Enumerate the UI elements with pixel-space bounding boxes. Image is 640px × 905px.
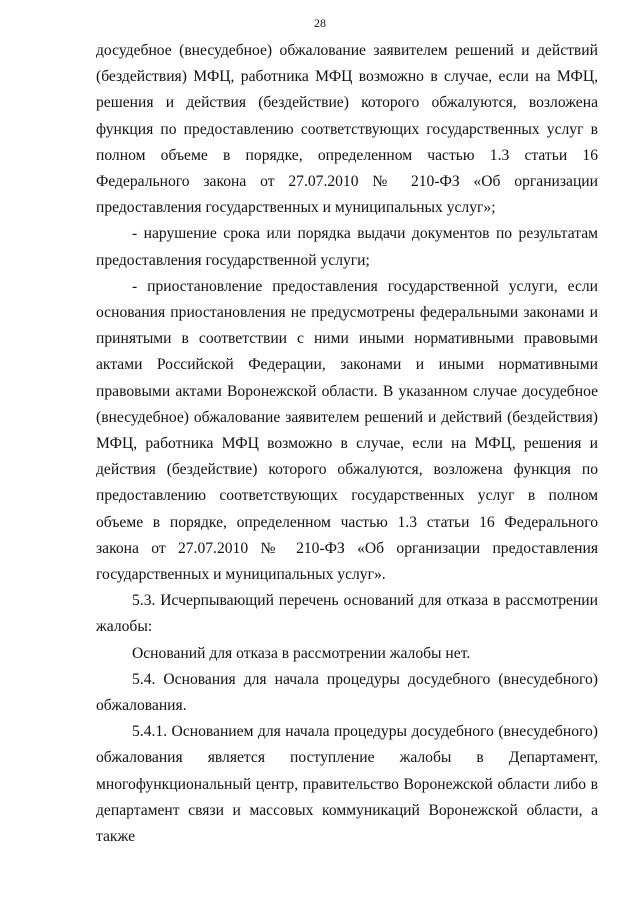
paragraph-no-grounds: Оснований для отказа в рассмотрении жалобы нет. (132, 644, 471, 662)
paragraph-5-3: 5.3. Исчерпывающий перечень оснований для отказа в рассмотрении жалобы: (96, 592, 598, 636)
paragraph-deadline-violation: - нарушение срока или порядка выдачи документов по результатам предоставления государственной услуги; (96, 225, 598, 269)
paragraph-suspension: - приостановление предоставления государственной услуги, если основания приостановления не предусмотрены федеральными законами и принятыми в соответствии с ними иными нормативными правовыми актами Российской Федерации, законами и иными нормативными правовыми актами Воронежской области. В указанном случае досудебное (внесудебное) обжалование заявителем решений и действий (бездействия) МФЦ, работника МФЦ возможно в случае, если на МФЦ, решения и действия (бездействие) которого обжалуются, возложена функция по предоставлению соответствующих государственных услуг в полном объеме в порядке, определенном частью 1.3 статьи 16 Федерального закона от 27.07.2010 № 210-ФЗ «Об организации предоставления государственных и муниципальных услуг». (96, 277, 598, 584)
document-body (96, 38, 598, 850)
paragraph-5-4: 5.4. Основания для начала процедуры досудебного (внесудебного) обжалования. (96, 670, 598, 715)
paragraph-continuation: досудебное (внесудебное) обжалование заявителем решений и действий (бездействия) МФЦ, работника МФЦ возможно в случае, если на МФЦ, решения и действия (бездействие) которого обжалуются, возложена функция по предоставлению соответствующих государственных услуг в полном объеме в порядке, определенном частью 1.3 статьи 16 Федерального закона от 27.07.2010 № 210-ФЗ «Об организации предоставления государственных и муниципальных услуг»; (96, 42, 598, 217)
paragraph-5-4-1: 5.4.1. Основанием для начала процедуры досудебного (внесудебного) обжалования является поступление жалобы в Департамент, многофункциональный центр, правительство Воронежской области либо в департамент связи и массовых коммуникаций Воронежской области, а также (96, 723, 598, 846)
page-number: 28 (314, 16, 326, 30)
